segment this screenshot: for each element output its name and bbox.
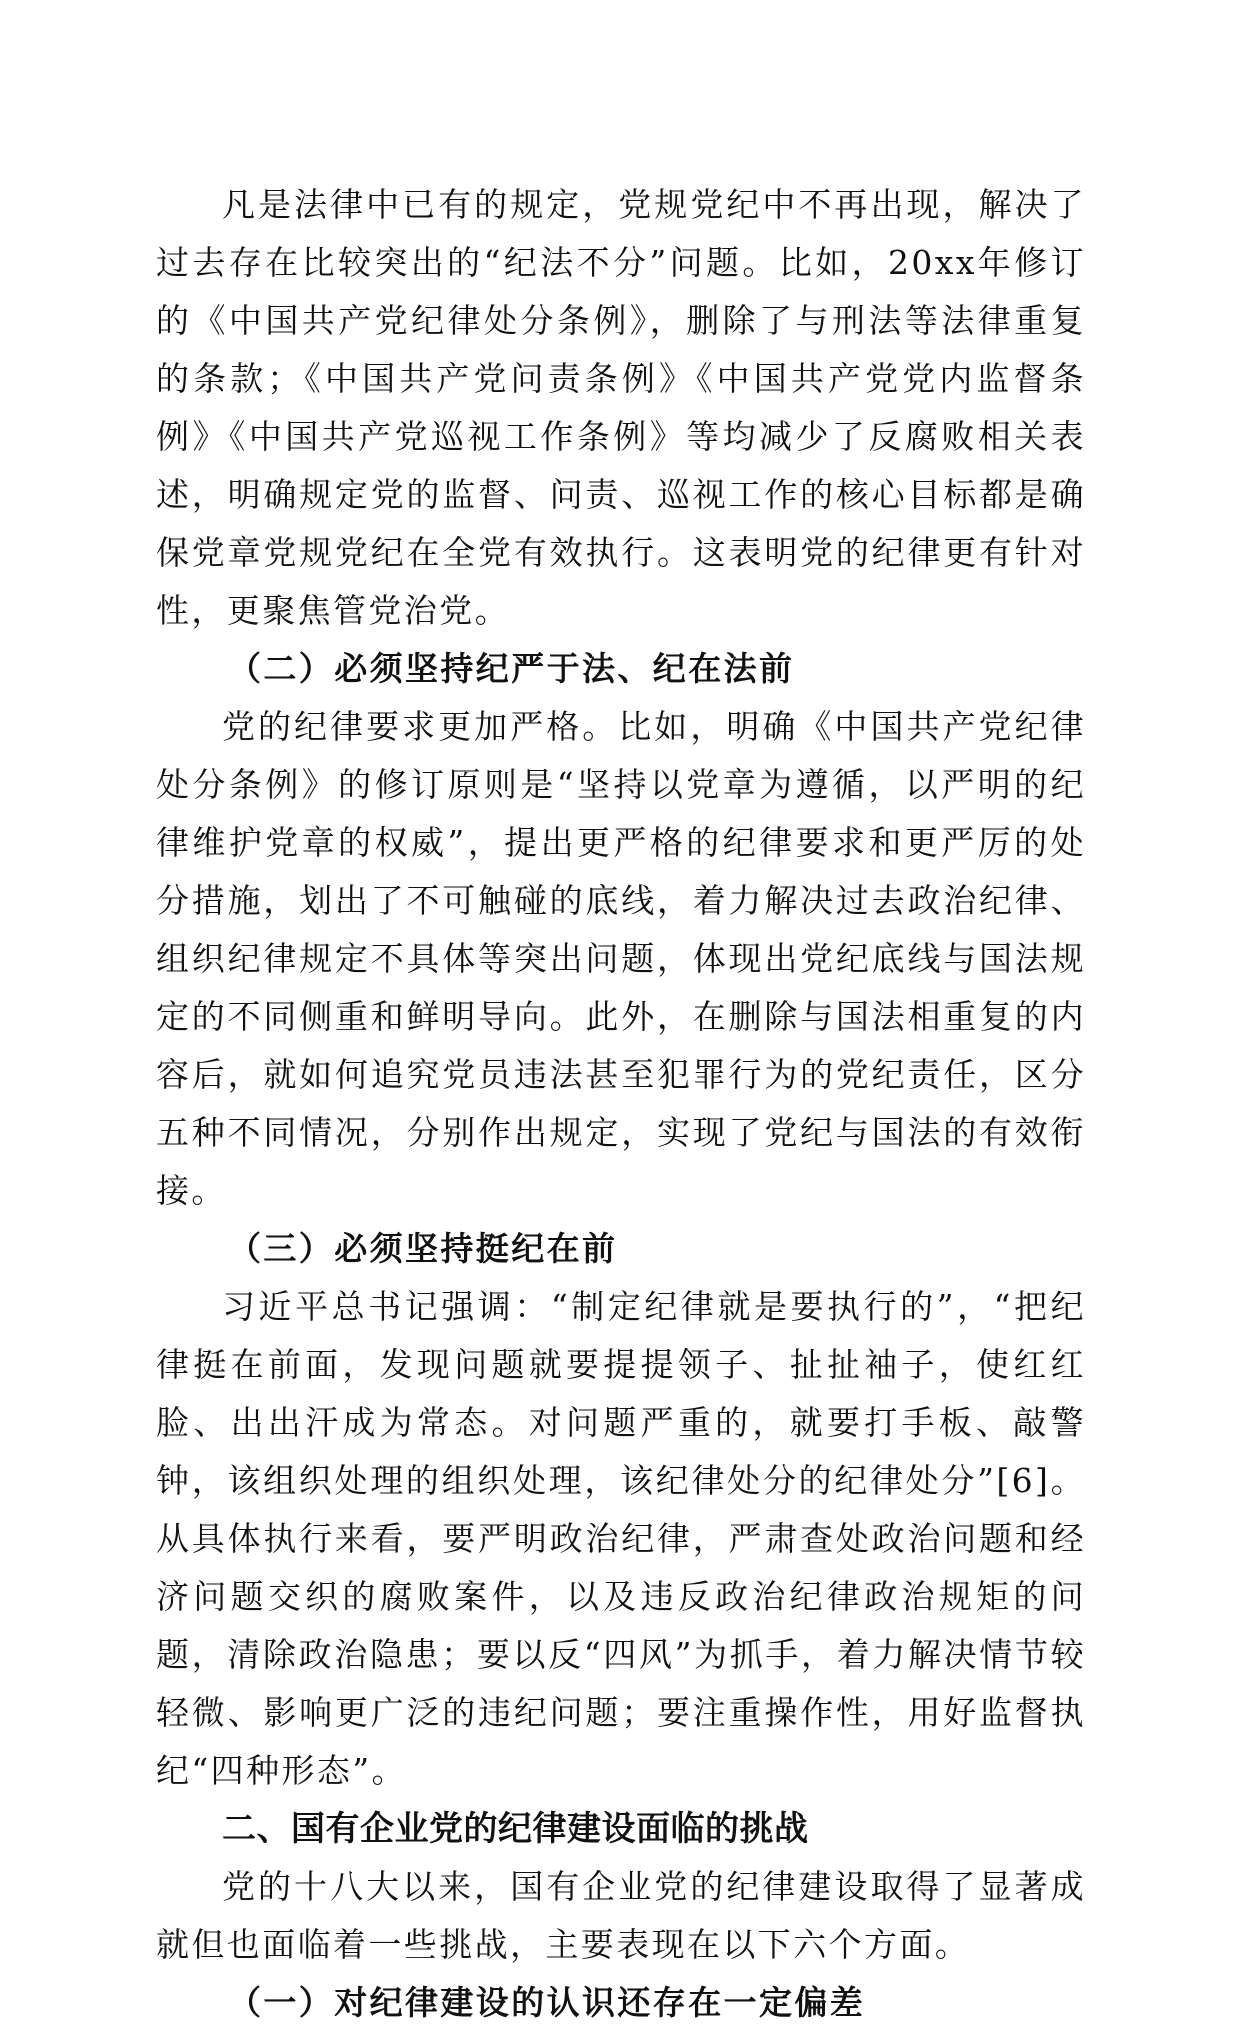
section-subheading: （一）对纪律建设的认识还存在一定偏差: [228, 1983, 866, 2022]
body-paragraph: 习近平总书记强调：“制定纪律就是要执行的”，“把纪律挺在前面，发现问题就要提提领子、扯扯袖子，使红红脸、出出汗成为常态。对问题严重的，就要打手板、敲警钟，该组织处理的组织处理，该纪律处分的纪律处分”[6]。从具体执行来看，要严明政治纪律，严肃查处政治问题和经济问题交织的腐败案件，以及违反政治纪律政治规矩的问题，清除政治隐患；要以反“四风”为抓手，着力解决情节较轻微、影响更广泛的违纪问题；要注重操作性，用好监督执纪“四种形态”。: [156, 1287, 1086, 1790]
body-paragraph: 党的纪律要求更加严格。比如，明确《中国共产党纪律处分条例》的修订原则是“坚持以党章为遵循，以严明的纪律维护党章的权威”，提出更严格的纪律要求和更严厉的处分措施，划出了不可触碰的底线，着力解决过去政治纪律、组织纪律规定不具体等突出问题，体现出党纪底线与国法规定的不同侧重和鲜明导向。此外，在删除与国法相重复的内容后，就如何追究党员违法甚至犯罪行为的党纪责任，区分五种不同情况，分别作出规定，实现了党纪与国法的有效衔接。: [156, 707, 1086, 1210]
section-subheading: （二）必须坚持纪严于法、纪在法前: [228, 649, 795, 688]
body-paragraph: 党的十八大以来，国有企业党的纪律建设取得了显著成就但也面临着一些挑战，主要表现在以下六个方面。: [156, 1867, 1086, 1964]
section-subheading: （三）必须坚持挺纪在前: [228, 1229, 618, 1268]
section-heading: 二、国有企业党的纪律建设面临的挑战: [222, 1809, 809, 1849]
body-paragraph: 凡是法律中已有的规定，党规党纪中不再出现，解决了过去存在比较突出的“纪法不分”问题。比如，20xx年修订的《中国共产党纪律处分条例》，删除了与刑法等法律重复的条款；《中国共产党问责条例》《中国共产党党内监督条例》《中国共产党巡视工作条例》等均减少了反腐败相关表述，明确规定党的监督、问责、巡视工作的核心目标都是确保党章党规党纪在全党有效执行。这表明党的纪律更有针对性，更聚焦管党治党。: [156, 185, 1086, 630]
